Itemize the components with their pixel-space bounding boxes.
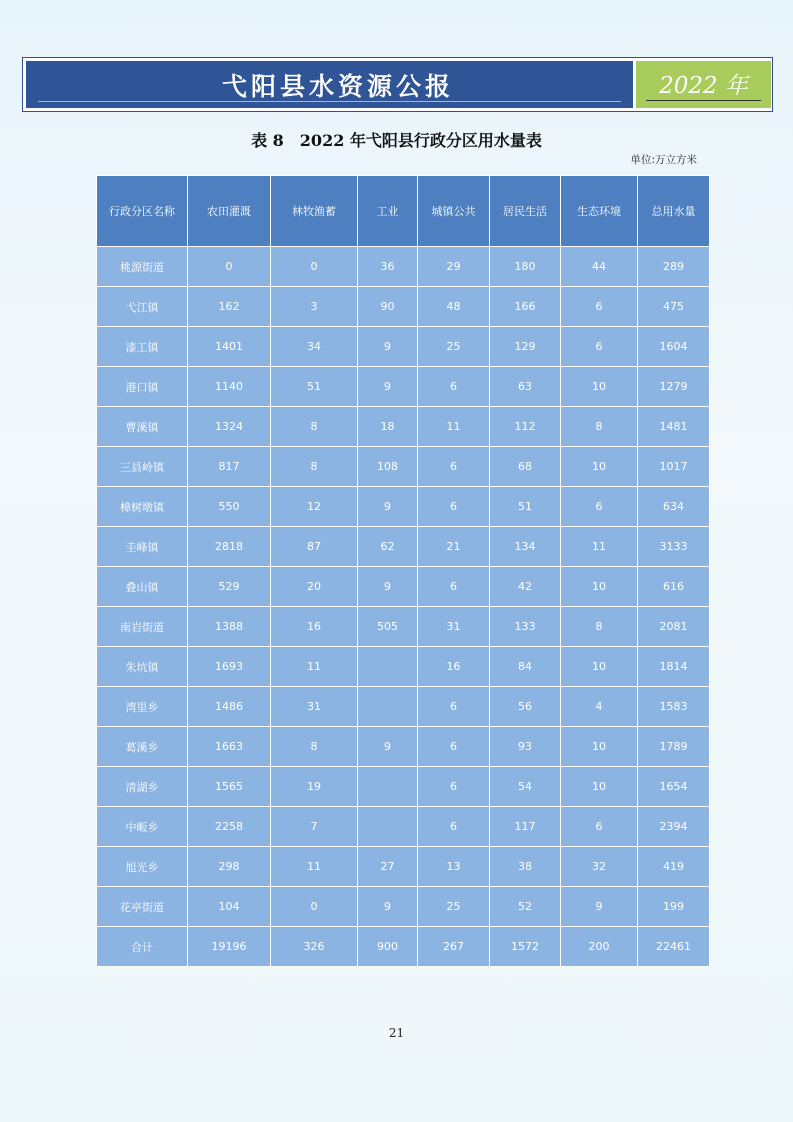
report-title: 弋阳县水资源公报 (222, 72, 455, 101)
table-header-row (97, 176, 710, 247)
value-cell: 199 (638, 887, 710, 927)
value-cell: 3 (271, 287, 358, 327)
value-cell: 108 (358, 447, 418, 487)
value-cell: 129 (490, 327, 561, 367)
value-cell: 7 (271, 807, 358, 847)
table-row (97, 687, 710, 727)
value-cell: 475 (638, 287, 710, 327)
value-cell: 6 (418, 567, 490, 607)
value-cell: 1486 (188, 687, 271, 727)
district-name-cell: 漆工镇 (97, 327, 188, 367)
district-name-cell: 叠山镇 (97, 567, 188, 607)
district-name-cell: 南岩街道 (97, 607, 188, 647)
value-cell: 1140 (188, 367, 271, 407)
value-cell: 104 (188, 887, 271, 927)
table-row (97, 767, 710, 807)
value-cell: 8 (561, 607, 638, 647)
value-cell: 117 (490, 807, 561, 847)
value-cell: 1388 (188, 607, 271, 647)
value-cell: 1279 (638, 367, 710, 407)
value-cell: 51 (271, 367, 358, 407)
column-header: 生态环境 (561, 176, 638, 247)
header-title-panel (26, 61, 633, 108)
value-cell: 1572 (490, 927, 561, 967)
value-cell: 6 (418, 447, 490, 487)
value-cell: 6 (418, 367, 490, 407)
table-body (97, 247, 710, 967)
header-year-rule (646, 100, 761, 101)
table-row (97, 327, 710, 367)
value-cell: 11 (271, 647, 358, 687)
value-cell: 634 (638, 487, 710, 527)
value-cell: 44 (561, 247, 638, 287)
value-cell: 51 (490, 487, 561, 527)
value-cell: 25 (418, 887, 490, 927)
value-cell: 10 (561, 447, 638, 487)
value-cell: 63 (490, 367, 561, 407)
table-row (97, 607, 710, 647)
value-cell: 9 (358, 487, 418, 527)
column-header: 农田灌溉 (188, 176, 271, 247)
value-cell: 1789 (638, 727, 710, 767)
district-name-cell: 港口镇 (97, 367, 188, 407)
value-cell: 1017 (638, 447, 710, 487)
value-cell: 505 (358, 607, 418, 647)
value-cell: 19 (271, 767, 358, 807)
value-cell: 2818 (188, 527, 271, 567)
district-name-cell: 圭峰镇 (97, 527, 188, 567)
table-row (97, 367, 710, 407)
value-cell: 9 (358, 887, 418, 927)
value-cell: 326 (271, 927, 358, 967)
value-cell: 6 (561, 487, 638, 527)
value-cell: 25 (418, 327, 490, 367)
value-cell: 10 (561, 727, 638, 767)
table-row (97, 527, 710, 567)
district-name-cell: 合计 (97, 927, 188, 967)
value-cell (358, 687, 418, 727)
value-cell: 1693 (188, 647, 271, 687)
value-cell: 84 (490, 647, 561, 687)
value-cell: 112 (490, 407, 561, 447)
value-cell: 48 (418, 287, 490, 327)
water-use-table (96, 175, 710, 967)
column-header: 工业 (358, 176, 418, 247)
table-row (97, 647, 710, 687)
value-cell: 1481 (638, 407, 710, 447)
district-name-cell: 朱坑镇 (97, 647, 188, 687)
column-header: 林牧渔蓄 (271, 176, 358, 247)
value-cell: 200 (561, 927, 638, 967)
district-name-cell: 花亭街道 (97, 887, 188, 927)
value-cell: 6 (418, 487, 490, 527)
table-row (97, 247, 710, 287)
value-cell: 550 (188, 487, 271, 527)
table-row (97, 727, 710, 767)
value-cell: 1663 (188, 727, 271, 767)
value-cell: 32 (561, 847, 638, 887)
value-cell: 16 (271, 607, 358, 647)
value-cell (358, 807, 418, 847)
value-cell: 616 (638, 567, 710, 607)
value-cell: 34 (271, 327, 358, 367)
value-cell: 6 (418, 767, 490, 807)
value-cell: 27 (358, 847, 418, 887)
value-cell: 8 (271, 447, 358, 487)
value-cell: 11 (271, 847, 358, 887)
report-year: 2022 年 (659, 73, 748, 99)
report-header (22, 57, 773, 112)
value-cell: 11 (561, 527, 638, 567)
table-row (97, 287, 710, 327)
value-cell: 31 (271, 687, 358, 727)
value-cell: 54 (490, 767, 561, 807)
value-cell: 21 (418, 527, 490, 567)
value-cell: 2081 (638, 607, 710, 647)
value-cell: 1604 (638, 327, 710, 367)
value-cell: 1565 (188, 767, 271, 807)
value-cell: 13 (418, 847, 490, 887)
table-row (97, 487, 710, 527)
value-cell (358, 767, 418, 807)
value-cell: 1654 (638, 767, 710, 807)
district-name-cell: 葛溪乡 (97, 727, 188, 767)
table-row (97, 447, 710, 487)
value-cell: 18 (358, 407, 418, 447)
column-header: 行政分区名称 (97, 176, 188, 247)
value-cell: 68 (490, 447, 561, 487)
table-row (97, 847, 710, 887)
value-cell: 93 (490, 727, 561, 767)
district-name-cell: 曹溪镇 (97, 407, 188, 447)
district-name-cell: 旭光乡 (97, 847, 188, 887)
value-cell: 10 (561, 647, 638, 687)
value-cell: 817 (188, 447, 271, 487)
value-cell: 1814 (638, 647, 710, 687)
district-name-cell: 三县岭镇 (97, 447, 188, 487)
value-cell: 11 (418, 407, 490, 447)
table-row (97, 407, 710, 447)
value-cell: 900 (358, 927, 418, 967)
column-header: 城镇公共 (418, 176, 490, 247)
value-cell: 87 (271, 527, 358, 567)
value-cell: 9 (358, 727, 418, 767)
value-cell: 10 (561, 767, 638, 807)
value-cell (358, 647, 418, 687)
value-cell: 6 (561, 807, 638, 847)
value-cell: 162 (188, 287, 271, 327)
unit-label: 单位:万立方米 (630, 154, 697, 166)
value-cell: 3133 (638, 527, 710, 567)
table-row (97, 807, 710, 847)
column-header: 总用水量 (638, 176, 710, 247)
table-total-row (97, 927, 710, 967)
value-cell: 134 (490, 527, 561, 567)
value-cell: 12 (271, 487, 358, 527)
value-cell: 29 (418, 247, 490, 287)
value-cell: 52 (490, 887, 561, 927)
value-cell: 31 (418, 607, 490, 647)
district-name-cell: 清湖乡 (97, 767, 188, 807)
value-cell: 133 (490, 607, 561, 647)
value-cell: 90 (358, 287, 418, 327)
value-cell: 166 (490, 287, 561, 327)
value-cell: 10 (561, 567, 638, 607)
value-cell: 1324 (188, 407, 271, 447)
value-cell: 267 (418, 927, 490, 967)
value-cell: 8 (271, 727, 358, 767)
value-cell: 62 (358, 527, 418, 567)
value-cell: 38 (490, 847, 561, 887)
district-name-cell: 中畈乡 (97, 807, 188, 847)
header-year-panel (636, 61, 771, 108)
value-cell: 36 (358, 247, 418, 287)
value-cell: 9 (358, 567, 418, 607)
table-row (97, 887, 710, 927)
page-number: 21 (388, 1026, 405, 1040)
value-cell: 6 (418, 727, 490, 767)
value-cell: 298 (188, 847, 271, 887)
value-cell: 8 (271, 407, 358, 447)
value-cell: 2258 (188, 807, 271, 847)
value-cell: 2394 (638, 807, 710, 847)
value-cell: 8 (561, 407, 638, 447)
value-cell: 0 (188, 247, 271, 287)
district-name-cell: 湾里乡 (97, 687, 188, 727)
value-cell: 9 (561, 887, 638, 927)
value-cell: 1583 (638, 687, 710, 727)
value-cell: 289 (638, 247, 710, 287)
value-cell: 6 (561, 287, 638, 327)
value-cell: 9 (358, 327, 418, 367)
value-cell: 180 (490, 247, 561, 287)
district-name-cell: 弋江镇 (97, 287, 188, 327)
value-cell: 419 (638, 847, 710, 887)
value-cell: 529 (188, 567, 271, 607)
value-cell: 1401 (188, 327, 271, 367)
district-name-cell: 桃源街道 (97, 247, 188, 287)
value-cell: 56 (490, 687, 561, 727)
column-header: 居民生活 (490, 176, 561, 247)
value-cell: 20 (271, 567, 358, 607)
value-cell: 22461 (638, 927, 710, 967)
value-cell: 0 (271, 247, 358, 287)
value-cell: 4 (561, 687, 638, 727)
value-cell: 19196 (188, 927, 271, 967)
value-cell: 42 (490, 567, 561, 607)
table-title: 表 8 2022 年弋阳县行政分区用水量表 (251, 131, 542, 150)
value-cell: 9 (358, 367, 418, 407)
table-row (97, 567, 710, 607)
value-cell: 16 (418, 647, 490, 687)
value-cell: 10 (561, 367, 638, 407)
header-title-rule (38, 101, 621, 102)
value-cell: 6 (418, 807, 490, 847)
value-cell: 0 (271, 887, 358, 927)
district-name-cell: 樟树墩镇 (97, 487, 188, 527)
value-cell: 6 (561, 327, 638, 367)
value-cell: 6 (418, 687, 490, 727)
